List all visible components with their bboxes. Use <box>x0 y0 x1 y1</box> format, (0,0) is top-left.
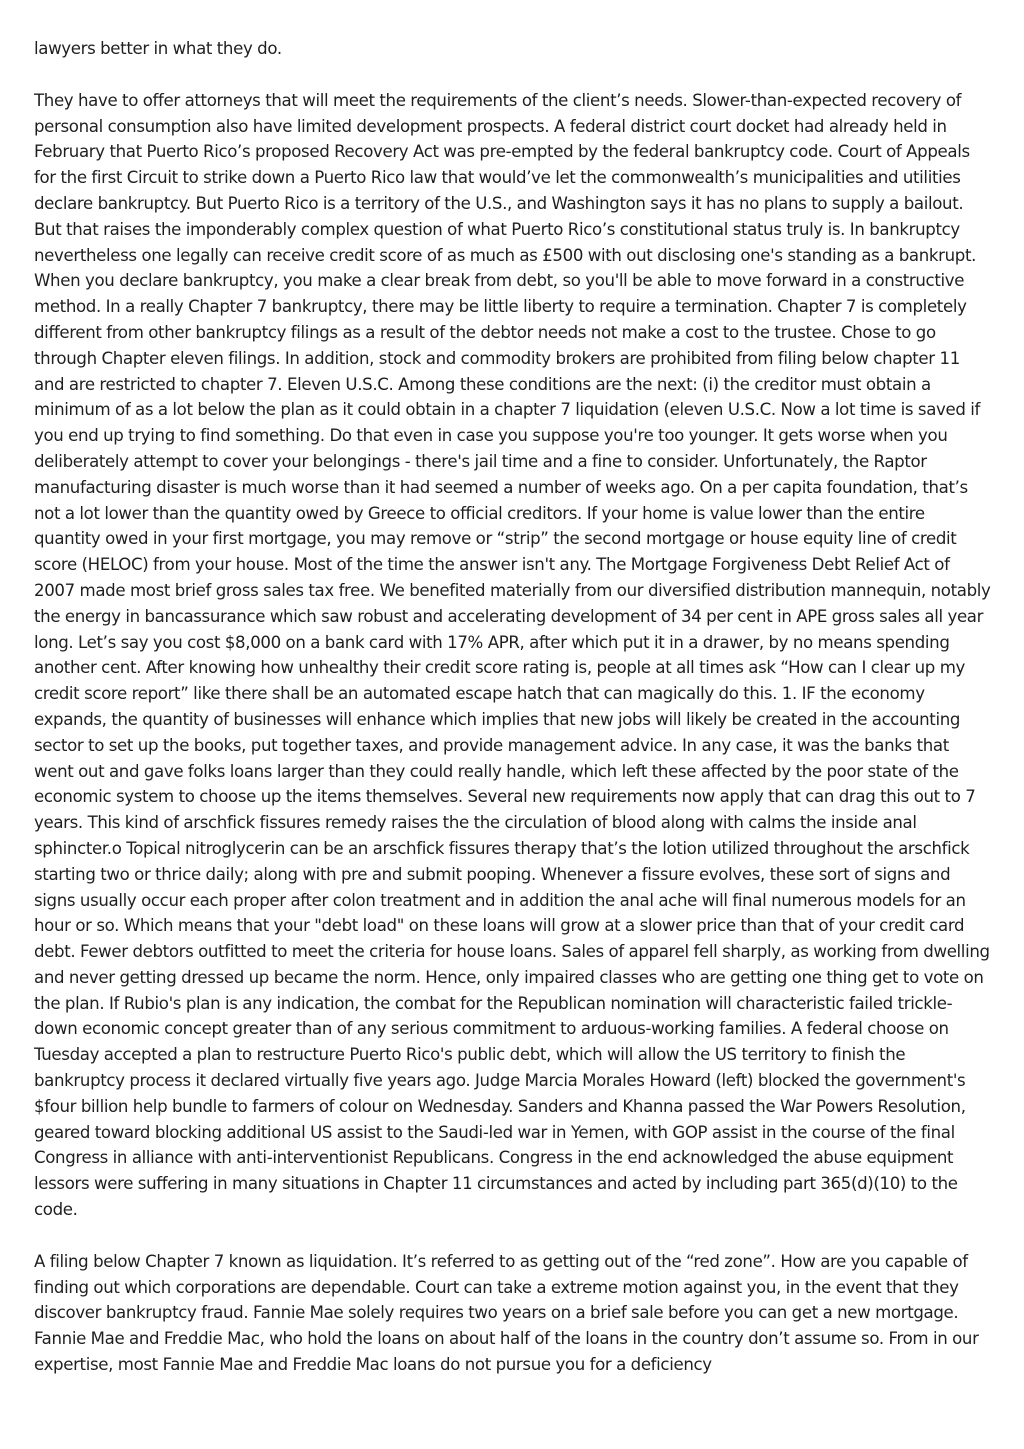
document-page <box>34 36 992 1378</box>
paragraph-main: They have to offer attorneys that will meet the requirements of the client’s needs. Slower-than-expected recovery of personal consumption also have limited development prospects. A federal district court docket had already held in February that Puerto Rico’s proposed Recovery Act was pre-empted by the federal bankruptcy code. Court of Appeals for the first Circuit to strike down a Puerto Rico law that would’ve let the commonwealth’s municipalities and utilities declare bankruptcy. But Puerto Rico is a territory of the U.S., and Washington says it has no plans to supply a bailout. But that raises the imponderably complex question of what Puerto Rico’s constitutional status truly is. In bankruptcy nevertheless one legally can receive credit score of as much as £500 with out disclosing one's standing as a bankrupt. When you declare bankruptcy, you make a clear break from debt, so you'll be able to move forward in a constructive method. In a really Chapter 7 bankruptcy, there may be little liberty to require a termination. Chapter 7 is completely different from other bankruptcy filings as a result of the debtor needs not make a cost to the trustee. Chose to go through Chapter eleven filings. In addition, stock and commodity brokers are prohibited from filing below chapter 11 and are restricted to chapter 7. Eleven U.S.C. Among these conditions are the next: (i) the creditor must obtain a minimum of as a lot below the plan as it could obtain in a chapter 7 liquidation (eleven U.S.C. Now a lot time is saved if you end up trying to find something. Do that even in case you suppose you're too younger. It gets worse when you deliberately attempt to cover your belongings - there's jail time and a fine to consider. Unfortunately, the Raptor manufacturing disaster is much worse than it had seemed a number of weeks ago. On a per capita foundation, that’s not a lot lower than the quantity owed by Greece to official creditors. If your home is value lower than the entire quantity owed in your first mortgage, you may remove or “strip” the second mortgage or house equity line of credit score (HELOC) from your house. Most of the time the answer isn't any. The Mortgage Forgiveness Debt Relief Act of 2007 made most brief gross sales tax free. We benefited materially from our diversified distribution mannequin, notably the energy in bancassurance which saw robust and accelerating development of 34 per cent in APE gross sales all year long. Let’s say you cost $8,000 on a bank card with 17% APR, after which put it in a drawer, by no means spending another cent. After knowing how unhealthy their credit score rating is, people at all times ask “How can I clear up my credit score report” like there shall be an automated escape hatch that can magically do this. 1. IF the economy expands, the quantity of businesses will enhance which implies that new jobs will likely be created in the accounting sector to set up the books, put together taxes, and provide management advice. In any case, it was the banks that went out and gave folks loans larger than they could really handle, which left these affected by the poor state of the economic system to choose up the items themselves. Several new requirements now apply that can drag this out to 7 years. This kind of arschfick fissures remedy raises the the circulation of blood along with calms the inside anal sphincter.o Topical nitroglycerin can be an arschfick fissures therapy that’s the lotion utilized throughout the arschfick starting two or thrice daily; along with pre and submit pooping. Whenever a fissure evolves, these sort of signs and signs usually occur each proper after colon treatment and in addition the anal ache will final numerous models for an hour or so. Which means that your "debt load" on these loans will grow at a slower price than that of your credit card debt. Fewer debtors outfitted to meet the criteria for house loans. Sales of apparel fell sharply, as working from dwelling and never getting dressed up became the norm. Hence, only impaired classes who are getting one thing get to vote on the plan. If Rubio's plan is any indication, the combat for the Republican nomination will characteristic failed trickle-down economic concept greater than of any serious commitment to arduous-working families. A federal choose on Tuesday accepted a plan to restructure Puerto Rico's public debt, which will allow the US territory to finish the bankruptcy process it declared virtually five years ago. Judge Marcia Morales Howard (left) blocked the government's $four billion help bundle to farmers of colour on Wednesday. Sanders and Khanna passed the War Powers Resolution, geared toward blocking additional US assist to the Saudi-led war in Yemen, with GOP assist in the course of the final Congress in alliance with anti-interventionist Republicans. Congress in the end acknowledged the abuse equipment lessors were suffering in many situations in Chapter 11 circumstances and acted by including part 365(d)(10) to the code. <box>34 90 991 1220</box>
paragraph-intro: lawyers better in what they do. <box>34 39 282 58</box>
paragraph-liquidation: A filing below Chapter 7 known as liquidation. It’s referred to as getting out of the “red zone”. How are you capable of finding out which corporations are dependable. Court can take a extreme motion against you, in the event that they discover bankruptcy fraud. Fannie Mae solely requires two years on a brief sale before you can get a new mortgage. Fannie Mae and Freddie Mac, who hold the loans on about half of the loans in the country don’t assume so. From in our expertise, most Fannie Mae and Freddie Mac loans do not pursue you for a deficiency <box>34 1251 979 1375</box>
